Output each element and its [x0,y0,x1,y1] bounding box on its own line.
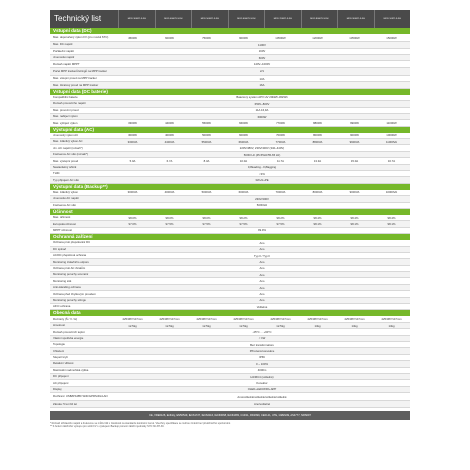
spec-value-shared: Bez transformátoru [250,342,274,347]
spec-value-shared: 650V~800V [254,101,270,106]
spec-label: Rozsah provozního napětí [53,101,86,106]
spec-label: AC/DC přepěťová ochrana [53,253,87,258]
spec-values [114,266,410,271]
spec-label: Max. DC napětí [53,42,73,47]
spec-value: 6000VA [238,190,249,195]
spec-value: 11.7A [276,158,285,163]
spec-value: 425/387/147mm [233,317,254,322]
spec-label: Max. výstupní proud [53,158,79,163]
spec-label: Rozsah provozních teplot [53,329,85,334]
spec-label: Maximální nadmořská výška [53,367,89,372]
spec-value-shared: Ano [259,260,265,264]
spec-value-shared: 160V [258,49,266,54]
spec-value: 98.0% [202,215,211,220]
spec-values [114,42,410,47]
spec-value: 5500W [202,120,211,125]
spec-label: Chlazení [53,348,65,353]
spec-values [114,329,410,334]
spec-value: 98.1% [387,222,396,227]
spec-row [50,401,410,407]
spec-value: 8800VA [312,139,323,144]
spec-value: 9000W [350,133,359,138]
spec-value-shared: Ano [259,240,265,245]
spec-label: Monitoring sítě [53,278,72,283]
spec-value: 8800W [313,120,322,125]
spec-value: 5.0A [129,158,136,163]
spec-value: 98.4% [350,215,359,220]
spec-label: Evropská účinnost [53,221,76,226]
spec-value: 12.5kg [239,323,248,328]
spec-label: Topologie [53,342,65,347]
spec-value: 6600VA [238,139,249,144]
spec-values [114,304,410,309]
spec-label: Počáteční napětí [53,48,74,53]
spec-table [50,28,410,408]
spec-label: Max. vybíjecí výkon [53,120,78,125]
spec-value: 425/387/147mm [307,317,328,322]
spec-value-shared: Ano [259,291,265,296]
spec-label: Jmenovité AC napětí [53,196,79,201]
spec-value-shared: Ano [259,279,265,284]
spec-value-shared: Typ II / Typ II [254,253,270,258]
spec-value-shared: 0,8leading...0,8lagging [247,165,277,170]
spec-values [114,215,410,220]
footnote: ** S funkcí záložního výstupu pro větší FV s výstupem Backup pomocí záložní jednotky SYN 30-XH-30. [50,425,165,429]
spec-values [114,68,410,75]
spec-values [114,120,410,125]
spec-values [114,278,410,283]
spec-value-shared: 220V/380V, 230V/400V (340~440V) [239,146,285,151]
spec-label: THDi [53,171,60,176]
section-header: Účinnost [50,209,410,215]
spec-label: Max. doporučený výkon FV (pro modul STC) [53,35,109,40]
spec-value: 9000W [239,35,248,40]
spec-values [114,95,410,100]
spec-label: Anti-islanding ochrana [53,285,81,290]
spec-value: 5000W [202,133,211,138]
spec-value-shared: 6000W [257,114,267,119]
spec-value-shared: Přirozená konvekce [249,349,275,354]
spec-value: 6600W [239,120,248,125]
section-header: Výstupní data (AC) [50,127,410,133]
spec-value: 11000W [386,120,397,125]
spec-values [114,355,410,360]
spec-label: Jmenovitý výkon AC [53,132,79,137]
spec-value-shared: Bateriový systém APX HV 20kWh-30kWh [236,95,288,100]
spec-value: 98.1% [350,222,359,227]
spec-value-shared: Ano [259,272,265,277]
spec-values [114,76,410,81]
spec-value-shared: 50/60 Hz (45-55Hz/55-65 Hz) [243,152,281,157]
footnotes [50,422,410,429]
spec-value: 4500W [128,35,137,40]
datasheet [50,10,410,429]
section-header: Výstupní data (Backup**) [50,184,410,190]
spec-values [114,133,410,138]
spec-label: Frekvence AC sítě (rozsah*) [53,152,88,157]
spec-value: 9900VA [349,139,360,144]
spec-values [114,108,410,113]
spec-value: 3300VA [127,139,138,144]
spec-label: Ochrana před zbytkovým proudem [53,291,96,296]
model-header: MOD 9000TL3-XH [337,10,374,28]
spec-row [50,34,410,42]
spec-value-shared: 1100V [258,42,266,47]
spec-values [114,158,410,163]
spec-value-shared: Ano/volitelně/volitelně/volitelně/volitelně [237,394,287,399]
spec-values [114,253,410,258]
spec-values [114,368,410,373]
model-header: MOD 6000TL3-XH [228,10,265,28]
spec-value: 97.5% [165,222,174,227]
spec-values [114,34,410,41]
spec-value-shared: 13A [259,76,265,81]
model-header: MOD 7000TL3-XH [264,10,301,28]
spec-label: Max. nabíjecí výkon [53,114,78,119]
spec-value: 425/387/147mm [159,317,180,322]
spec-value-shared: Ano [259,247,265,252]
spec-value: 98.2% [276,215,285,220]
spec-label: Max. zdánlivý výkon AC [53,139,83,144]
spec-values [114,380,410,385]
spec-value: 97.0% [128,222,137,227]
spec-value: 9900W [350,120,359,125]
spec-value: 6000W [239,133,248,138]
footnote: * Rozsah střídavého napětí a frekvence se může lišit v závislosti na standardu konkrétní země. Všechny specifikace se mohou změnit bez předchozího upozornění. [50,421,231,425]
page-title: Technický list [54,14,102,23]
spec-values [114,221,410,226]
spec-value-shared: 2/1 [260,69,264,74]
spec-value: 4000VA [164,190,175,195]
spec-values [114,393,410,400]
spec-values [114,374,410,379]
spec-values [114,165,410,170]
spec-value: 12.5kg [202,323,211,328]
spec-label: Monitoring poruchy stringu [53,297,86,302]
spec-label: Frekvence AC sítě [53,202,76,207]
spec-value-shared: OLED+LED/WIFI+APP [247,387,277,392]
spec-label: DC spínač [53,246,67,251]
spec-value: 98.2% [239,215,248,220]
spec-label: Typ připojení AC sítě [53,177,79,182]
spec-value: 3300W [128,120,137,125]
spec-value: 98.1% [313,222,322,227]
spec-label: MPPT účinnost [53,228,72,233]
spec-value: 9000VA [349,190,360,195]
spec-row [50,68,410,76]
spec-values [114,114,410,119]
spec-values [114,101,410,106]
spec-label: Počet MPP trackerů/stringů na MPP tracker [53,68,107,73]
spec-value-shared: Ano [259,266,265,271]
spec-values [114,387,410,392]
spec-value: 425/387/147mm [122,317,143,322]
spec-label: Max. zkratový proud na MPP tracker [53,82,99,87]
spec-values [114,316,410,321]
spec-value: 11000VA [385,139,398,144]
spec-value: 12.5kg [276,323,285,328]
spec-values [114,298,410,303]
spec-value: 15.0A [350,158,359,163]
spec-value: 7500W [202,35,211,40]
spec-values [114,259,410,264]
model-header: MOD 8000TL3-XH [301,10,338,28]
spec-values [114,55,410,60]
spec-label: Max. vstupní proud na MPP tracker [53,76,97,81]
spec-value-shared: <3% [259,171,265,176]
certifications-bar: CE, VDE0126, Enfinity, EN50549, IEC61727, IEC62116, IEC60068, IEC61683, C10/11, RD1699, CEI0-21, UTE, G98/G99, AS4777, NRS097 [50,411,410,420]
spec-values [114,152,410,157]
spec-value-shared: -25°C ... +60°C [252,329,272,334]
spec-values [114,247,410,252]
spec-value: 3000W [128,133,137,138]
spec-value-shared: Ano/volitelně [253,402,270,406]
spec-value: 6000W [165,35,174,40]
datasheet-header [50,10,410,28]
spec-value: 97.5% [239,222,248,227]
spec-values [114,49,410,54]
section-header: Vstupní data (DC baterie) [50,89,410,95]
spec-value-shared: 3W+N+PE [255,178,269,183]
spec-values [114,336,410,341]
spec-values [114,145,410,150]
spec-label: Hmotnost [53,323,65,328]
spec-values [114,342,410,347]
spec-value-shared: 99.9% [258,228,266,233]
spec-label: Rozměry (Š / V / H) [53,316,78,321]
spec-values [114,82,410,87]
section-header: Obecná data [50,310,410,316]
spec-value: 98.4% [313,215,322,220]
spec-value: 10000W [386,133,397,138]
spec-value: 5000VA [201,190,212,195]
spec-value-shared: < 1W [258,336,266,341]
spec-value-shared: H4/MC4 (volitelně) [250,374,274,379]
spec-values [114,240,410,245]
spec-label: Jm. AC napětí (rozsah*) [53,145,83,150]
spec-value-shared: Volitelné [256,304,268,309]
section-header: Ochranná zařízení [50,234,410,240]
model-header: MOD 5000TL3-XH [191,10,228,28]
model-header: MOD 10KTL3-XH [374,10,411,28]
spec-row [50,393,410,401]
spec-label: Vlastní spotřeba energie [53,335,84,340]
spec-value: 4400VA [164,139,175,144]
spec-value: 4400W [165,120,174,125]
spec-value: 8.3A [203,158,210,163]
spec-value: 4000W [165,133,174,138]
spec-label: Monitoring poruchy uzemění [53,272,89,277]
spec-value: 10000VA [385,190,398,195]
spec-label: Relativní vlhkost [53,361,74,366]
spec-value: 98.0% [128,215,137,220]
spec-value: 12.5kg [128,323,137,328]
spec-value: 6.7A [166,158,173,163]
spec-value-shared: 230V/400V [255,196,269,201]
spec-value: 425/387/147mm [381,317,402,322]
spec-values [114,171,410,176]
spec-label: Displej [53,387,62,392]
spec-label: Nastavitelný účiník [53,164,77,169]
spec-value: 8000VA [312,190,323,195]
spec-values [114,139,410,144]
spec-label: AC připojení [53,380,69,385]
spec-value: 425/387/147mm [270,317,291,322]
spec-label: Max. účinnost [53,215,71,220]
spec-label: Ochrana proti AC zkratům [53,266,86,270]
section-header: Vstupní data (DC) [50,28,410,34]
spec-label: Max. provozní proud [53,107,79,112]
spec-label: Kompatibilní baterie [53,95,78,100]
spec-label: Jmenovité napětí [53,55,75,60]
model-columns [118,10,410,28]
spec-values [114,272,410,277]
spec-label: Záruka: 5 let /10 let [53,401,77,406]
spec-value: 16.7A [387,158,396,163]
spec-label: Stupeň krytí [53,355,68,360]
spec-value: 7000W [276,133,285,138]
spec-value: 425/387/147mm [196,317,217,322]
spec-value: 14kg [351,323,358,328]
spec-value: 13500W [349,35,360,40]
spec-value-shared: Konektor [256,381,268,386]
spec-value: 97.5% [202,222,211,227]
spec-value: 12.5kg [165,323,174,328]
spec-values [114,285,410,290]
spec-values [114,323,410,328]
spec-value-shared: Ano [259,285,265,290]
spec-label: Monitoring izolačního odporu [53,259,89,264]
spec-value-shared: IP66 [259,355,265,360]
spec-values [114,196,410,201]
spec-values [114,61,410,66]
spec-label: Rozsah napětí MPPT [53,61,80,66]
spec-values [114,190,410,195]
spec-value-shared: 140V~1000V [253,62,271,67]
spec-value: 98.4% [387,215,396,220]
spec-label: Rozhraní: USB/RS485/ WiFi/GPRS/4G/LAN [53,394,108,399]
spec-value: 425/387/147mm [344,317,365,322]
spec-value: 98.0% [165,215,174,220]
spec-values [114,348,410,353]
spec-value: 14kg [314,323,321,328]
spec-value: 3000VA [127,190,138,195]
spec-values [114,401,410,406]
spec-value: 15000W [386,35,397,40]
spec-value: 5500VA [201,139,212,144]
spec-value: 14kg [388,323,395,328]
spec-value: 10.0A [239,158,248,163]
spec-value: 13.3A [313,158,322,163]
spec-values [114,177,410,182]
spec-value-shared: 0 ~ 100% [256,361,268,366]
spec-value: 7000VA [275,190,286,195]
spec-values [114,203,410,208]
spec-values [114,228,410,233]
spec-value: 12000W [312,35,323,40]
spec-values [114,291,410,296]
spec-label: DC připojení [53,374,69,379]
spec-value: 8000W [313,133,322,138]
spec-value-shared: 16A [259,83,265,88]
spec-value: 10500W [275,35,286,40]
spec-value-shared: 600V [258,55,266,60]
spec-values [114,361,410,366]
spec-value: 7700W [276,120,285,125]
spec-value: 7700VA [275,139,286,144]
spec-value: 97.5% [276,222,285,227]
model-header: MOD 4000TL3-XH [155,10,192,28]
spec-label: Max. zdánlivý výkon [53,190,79,195]
spec-label: AFCI ochrana [53,304,71,309]
spec-value-shared: 4000m [257,368,267,373]
model-header: MOD 3000TL3-XH [118,10,155,28]
spec-value-shared: 50/60Hz [256,203,268,208]
spec-value-shared: Ano [259,298,265,303]
spec-value-shared: 11A 16,9A [255,108,269,113]
spec-label: Ochrana proti přepólování DC [53,240,91,245]
